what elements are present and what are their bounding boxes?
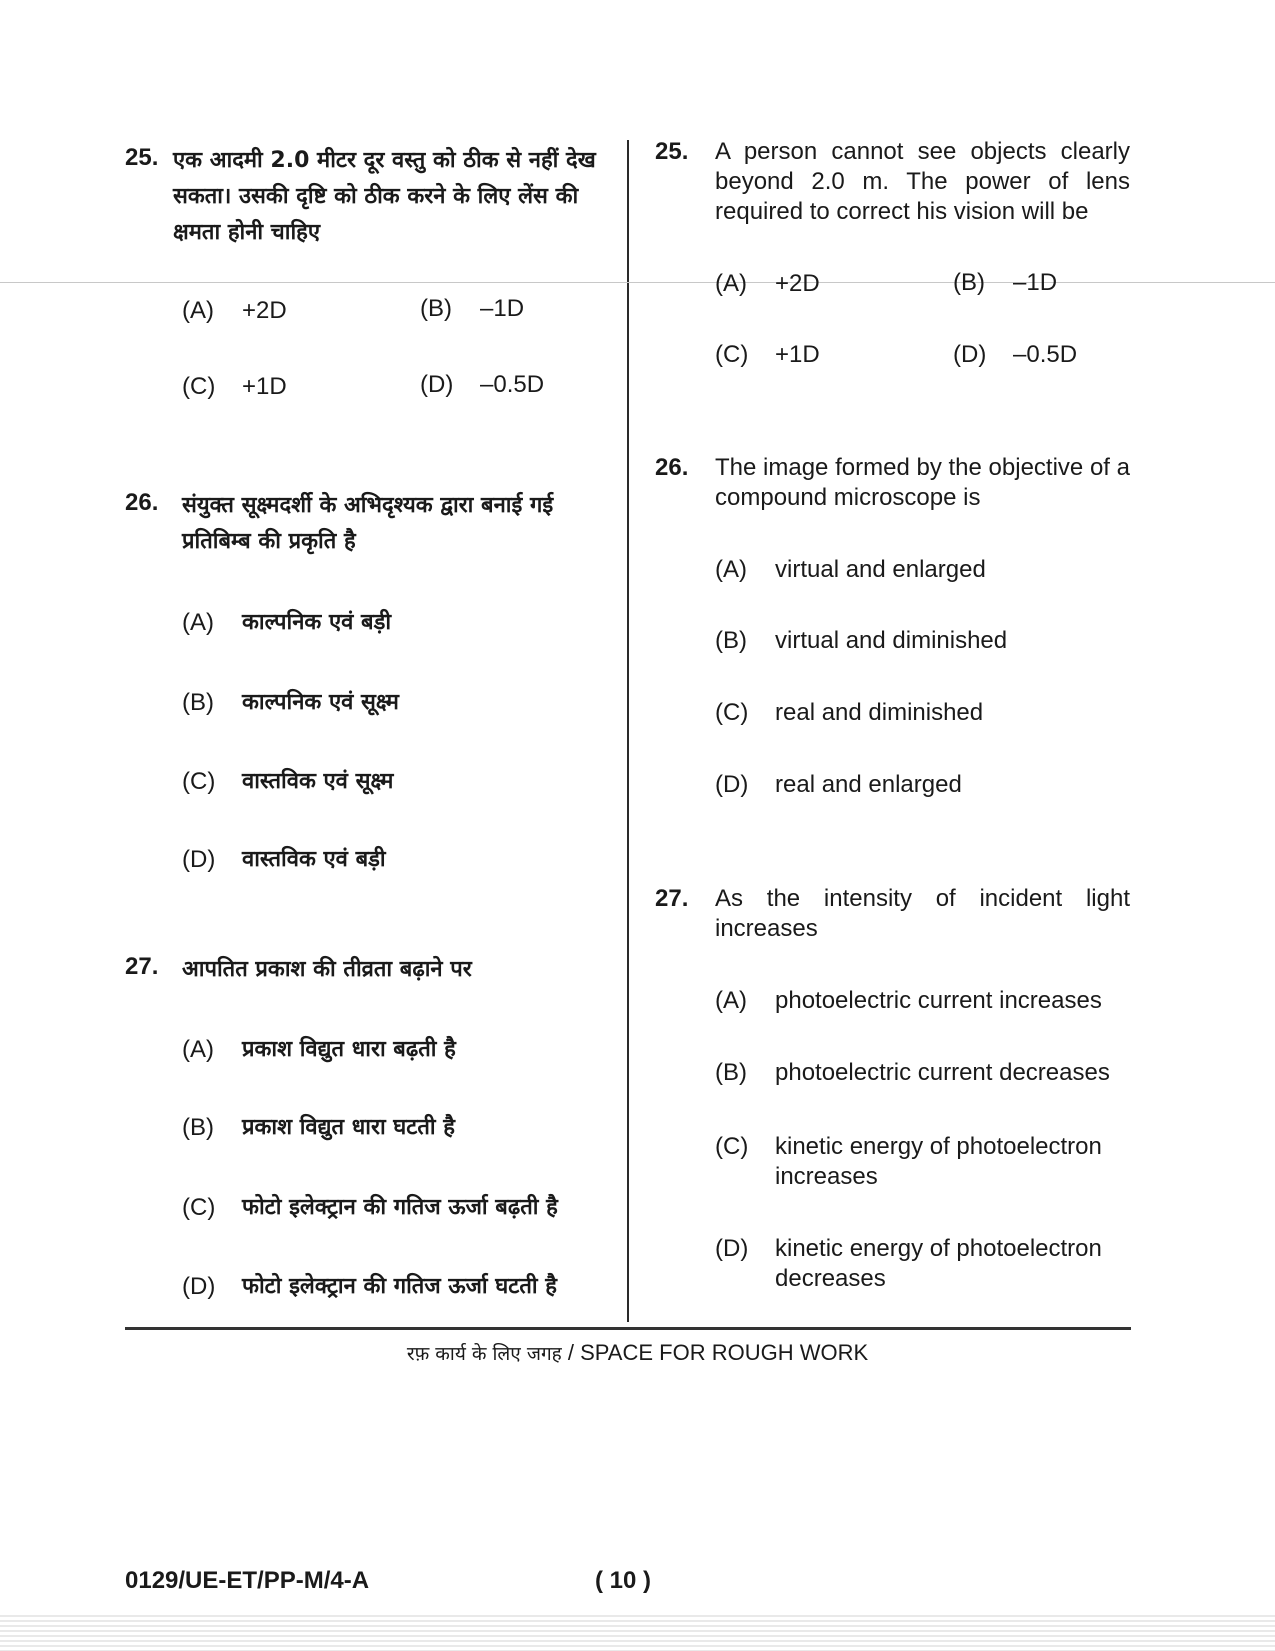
english-question-25 — [655, 137, 1135, 232]
question-text: संयुक्त सूक्ष्मदर्शी के अभिदृश्यक द्वारा बनाई गई प्रतिबिम्ब की प्रकृति है — [182, 493, 554, 554]
english-question-27 — [655, 884, 1135, 949]
question-number: 27. — [655, 885, 689, 912]
question-text: A person cannot see objects clearly beyond 2.0 m. The power of lens required to correct his vision will be — [715, 138, 1130, 225]
column-divider — [627, 140, 629, 1322]
question-text: As the intensity of incident light increases — [715, 885, 1130, 942]
question-text: एक आदमी 2.0 मीटर दूर वस्तु को ठीक से नहीं देख सकता। उसकी दृष्टि को ठीक करने के लिए लेंस की क्षमता होनी चाहिए — [173, 148, 596, 245]
question-number: 26. — [655, 454, 689, 481]
rough-work-hindi: रफ़ कार्य के लिए जगह — [406, 1343, 562, 1365]
question-number: 26. — [125, 489, 159, 516]
english-question-26 — [655, 453, 1135, 518]
question-text: The image formed by the objective of a compound microscope is — [715, 454, 1130, 511]
page-number: ( 10 ) — [595, 1567, 652, 1594]
question-number: 27. — [125, 953, 159, 980]
question-text: आपतित प्रकाश की तीव्रता बढ़ाने पर — [182, 957, 472, 982]
rough-work-english: SPACE FOR ROUGH WORK — [580, 1340, 869, 1365]
rough-work-rule — [125, 1327, 1131, 1330]
scan-edge-band — [0, 1615, 1275, 1651]
paper-code: 0129/UE-ET/PP-M/4-A — [125, 1567, 370, 1594]
question-number: 25. — [655, 138, 689, 165]
hindi-question-25 — [125, 143, 605, 253]
scan-line — [0, 282, 1275, 283]
rough-work-separator: / — [561, 1340, 581, 1365]
hindi-question-27 — [125, 952, 605, 992]
question-number: 25. — [125, 144, 159, 171]
rough-work-caption — [0, 1340, 1275, 1366]
hindi-question-26 — [125, 488, 605, 568]
